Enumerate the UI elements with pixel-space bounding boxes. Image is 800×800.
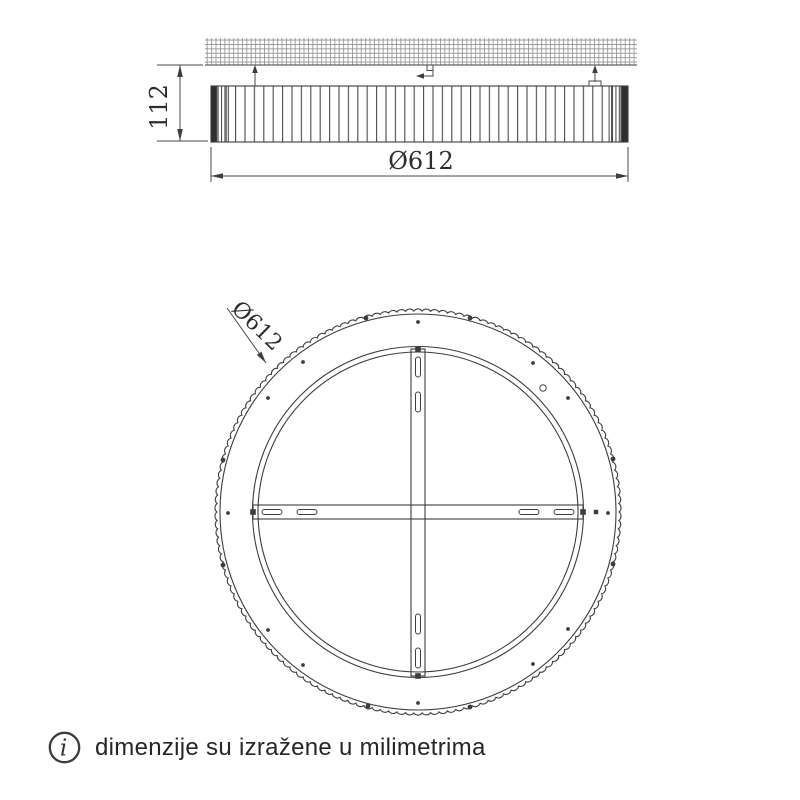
rim-clip <box>468 316 473 321</box>
hanger-right <box>589 65 601 86</box>
end-square <box>580 509 586 515</box>
backplate-edge <box>220 314 616 710</box>
ceiling-hatch <box>205 38 637 65</box>
rim-clip <box>468 705 473 710</box>
width-dimension-label: Ø612 <box>388 147 454 175</box>
rim-clip <box>221 458 226 463</box>
hanger-center-bracket <box>416 65 433 79</box>
mounting-dot <box>566 396 570 400</box>
inner-ring-inner <box>258 352 578 672</box>
units-note-text: dimenzije su izražene u milimetrima <box>95 733 486 761</box>
diameter-leader-label: Ø612 <box>226 296 287 357</box>
mounting-dot <box>416 701 420 705</box>
mounting-dot <box>301 360 305 364</box>
rim-clip <box>366 704 371 709</box>
bracket-end-markers <box>250 346 598 679</box>
hanger-left <box>252 65 258 86</box>
end-square <box>250 509 256 515</box>
diameter-leader <box>226 296 287 363</box>
rim-clip <box>221 563 226 568</box>
rim-clips <box>221 316 616 710</box>
rim-clip <box>611 457 616 462</box>
mounting-bar-horizontal <box>253 505 583 519</box>
fixture-drum-side <box>211 86 628 142</box>
mounting-dot <box>531 662 535 666</box>
slot-horizontal <box>297 510 317 515</box>
slot-horizontal <box>554 510 574 515</box>
mounting-dot <box>301 663 305 667</box>
detached-square <box>594 510 598 514</box>
slot-vertical <box>416 357 421 377</box>
bracket-slots <box>262 357 574 668</box>
slot-vertical <box>416 392 421 412</box>
screw-hole <box>540 385 546 391</box>
mounting-dot <box>416 320 420 324</box>
mounting-dots <box>226 320 610 705</box>
height-dimension-label: 112 <box>145 84 173 130</box>
mounting-dot <box>531 361 535 365</box>
top-view <box>215 296 621 715</box>
units-note <box>47 730 486 765</box>
scalloped-rim <box>215 309 621 715</box>
mounting-dot <box>266 628 270 632</box>
mounting-dot <box>566 627 570 631</box>
rim-clip <box>611 562 616 567</box>
height-dimension <box>145 65 208 141</box>
end-square <box>415 673 421 679</box>
slot-horizontal <box>262 510 282 515</box>
rim-clip <box>364 316 369 321</box>
mounting-dot <box>606 511 610 515</box>
mounting-bar-vertical <box>411 349 425 676</box>
width-dimension <box>211 147 628 182</box>
slot-vertical <box>416 648 421 668</box>
side-view <box>145 38 637 182</box>
end-square <box>415 346 421 352</box>
slot-horizontal <box>519 510 539 515</box>
info-icon <box>47 730 82 765</box>
inner-ring-outer <box>253 347 584 678</box>
mounting-dot <box>226 511 230 515</box>
info-icon-glyph: i <box>59 735 68 762</box>
mounting-dot <box>266 396 270 400</box>
slot-vertical <box>416 614 421 634</box>
